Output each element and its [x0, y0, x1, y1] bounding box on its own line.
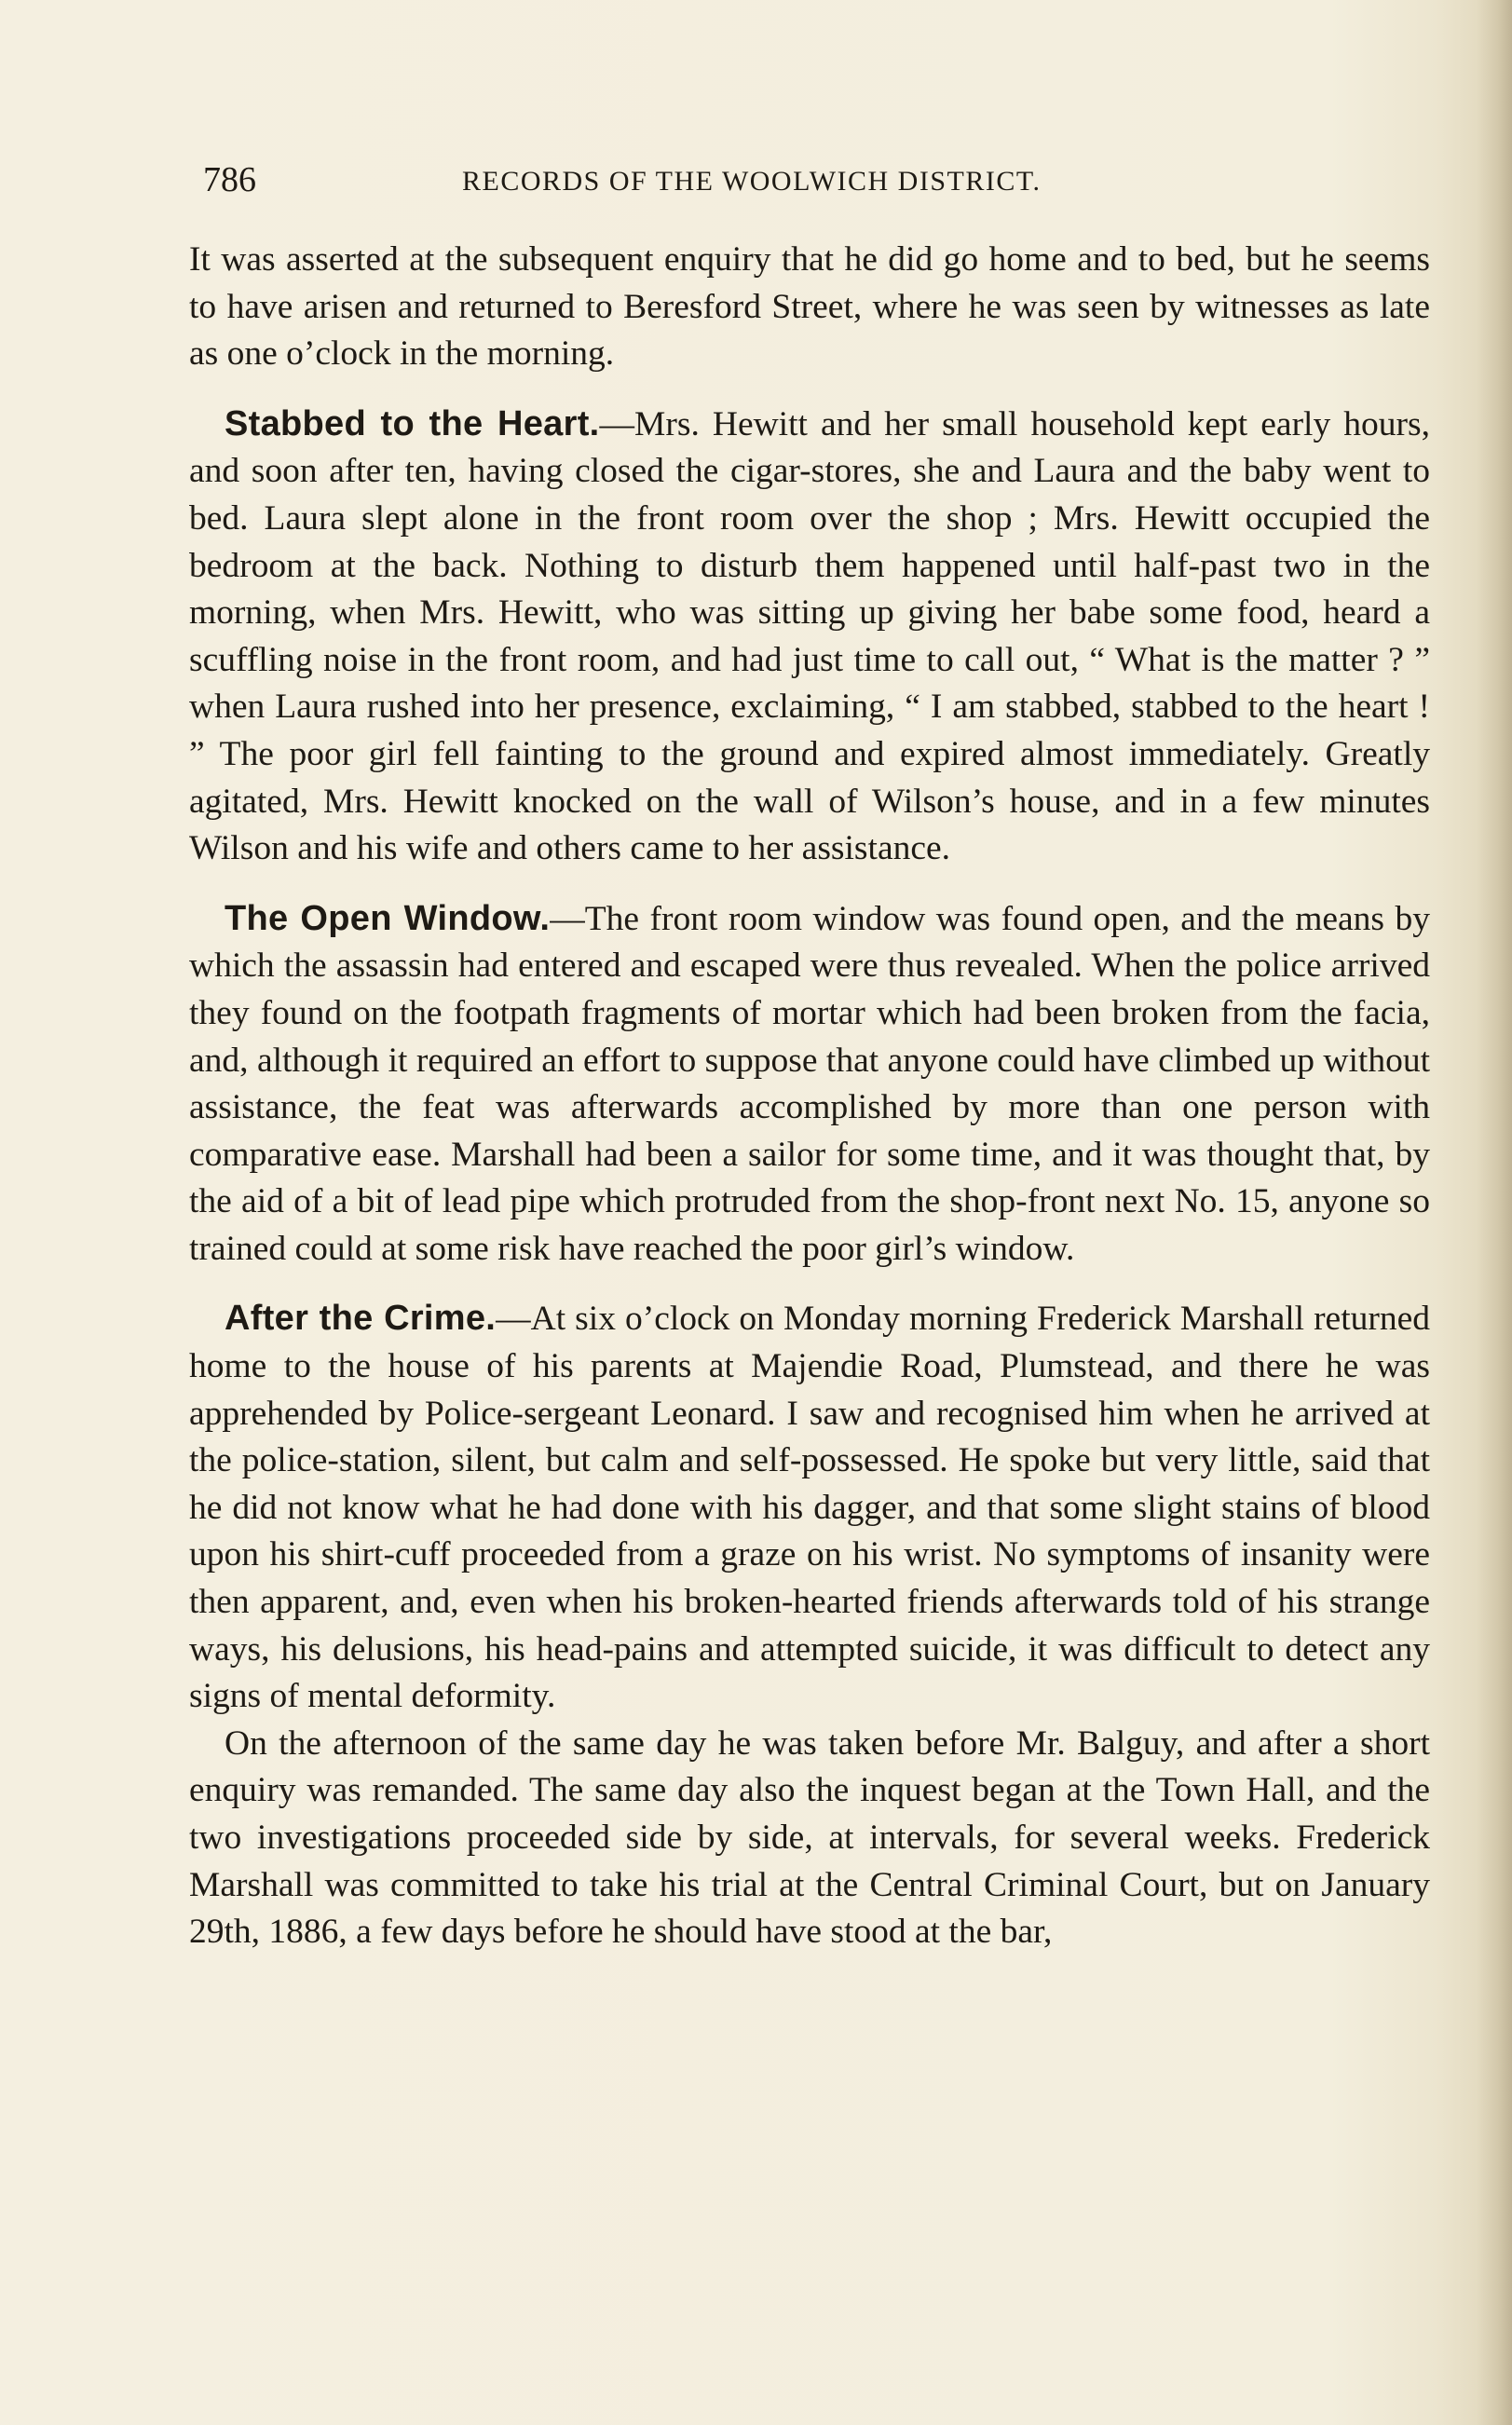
section-heading: The Open Window.	[225, 898, 551, 938]
paragraph-text: —At six o’clock on Monday morning Frederick Marshall returned home to the house of his parents at Majendie Road, Plumstead, and there he was apprehended by Police-sergeant Leonard. I saw and recognised him when he arrived at the police-station, silent, but calm and self-possessed. He spoke but very little, said that he did not know what he had done with his dagger, and that some slight stains of blood upon his shirt-cuff proceeded from a graze on his wrist. No symptoms of insanity were then apparent, and, even when his broken-hearted friends afterwards told of his strange ways, his delusions, his head-pains and attempted suicide, it was difficult to detect any signs of mental deformity.	[189, 1300, 1431, 1716]
paragraph-text: On the afternoon of the same day he was taken before Mr. Balguy, and after a short enquiry was remanded. The same day also the inquest began at the Town Hall, and the two investigations proceeded side by side, at intervals, for several weeks. Frederick Marshall was committed to take his trial at the Central Criminal Court, but on January 29th, 1886, a few days before he should have stood at the bar,	[189, 1723, 1430, 1952]
paragraph-text: It was asserted at the subsequent enquiry that he did go home and to bed, but he seems to have arisen and returned to Beresford Street, where he was seen by witnesses as late as one o’clock in the morning.	[189, 240, 1430, 374]
paragraph-opening	[189, 237, 1430, 378]
running-head	[203, 157, 1155, 203]
paragraph-after-the-crime	[189, 1295, 1430, 1720]
paragraph-text: —Mrs. Hewitt and her small household kept early hours, and soon after ten, having closed the cigar-stores, she and Laura and the baby went to bed. Laura slept alone in the front room over the shop ; Mrs. Hewitt occupied the bedroom at the back. Nothing to disturb them happened until half-past two in the morning, when Mrs. Hewitt, who was sitting up giving her babe some food, heard a scuffling noise in the front room, and had just time to call out, “ What is the matter ? ” when Laura rushed into her presence, exclaiming, “ I am stabbed, stabbed to the heart ! ” The poor girl fell fainting to the ground and expired almost immediately. Greatly agitated, Mrs. Hewitt knocked on the wall of Wilson’s house, and in a few minutes Wilson and his wife and others came to her assistance.	[189, 404, 1430, 868]
section-heading: Stabbed to the Heart.	[225, 403, 600, 443]
paragraph-afternoon	[189, 1721, 1430, 1956]
page-gutter-shadow	[1477, 0, 1512, 2425]
page-number: 786	[203, 160, 256, 199]
section-heading: After the Crime.	[225, 1299, 497, 1339]
paragraph-text: —The front room window was found open, and the means by which the assassin had entered and escaped were thus revealed. When the police arrived they found on the footpath fragments of mortar which had been broken from the facia, and, although it required an effort to suppose that anyone could have climbed up without assistance, the feat was afterwards accomplished by more than one person with comparative ease. Marshall had been a sailor for some time, and it was thought that, by the aid of a bit of lead pipe which protruded from the shop-front next No. 15, anyone so trained could at some risk have reached the poor girl’s window.	[189, 899, 1430, 1268]
paragraph-stabbed-to-the-heart	[189, 401, 1430, 873]
running-title: RECORDS OF THE WOOLWICH DISTRICT.	[462, 166, 1042, 197]
body-text	[189, 237, 1430, 1956]
paragraph-the-open-window	[189, 895, 1430, 1274]
